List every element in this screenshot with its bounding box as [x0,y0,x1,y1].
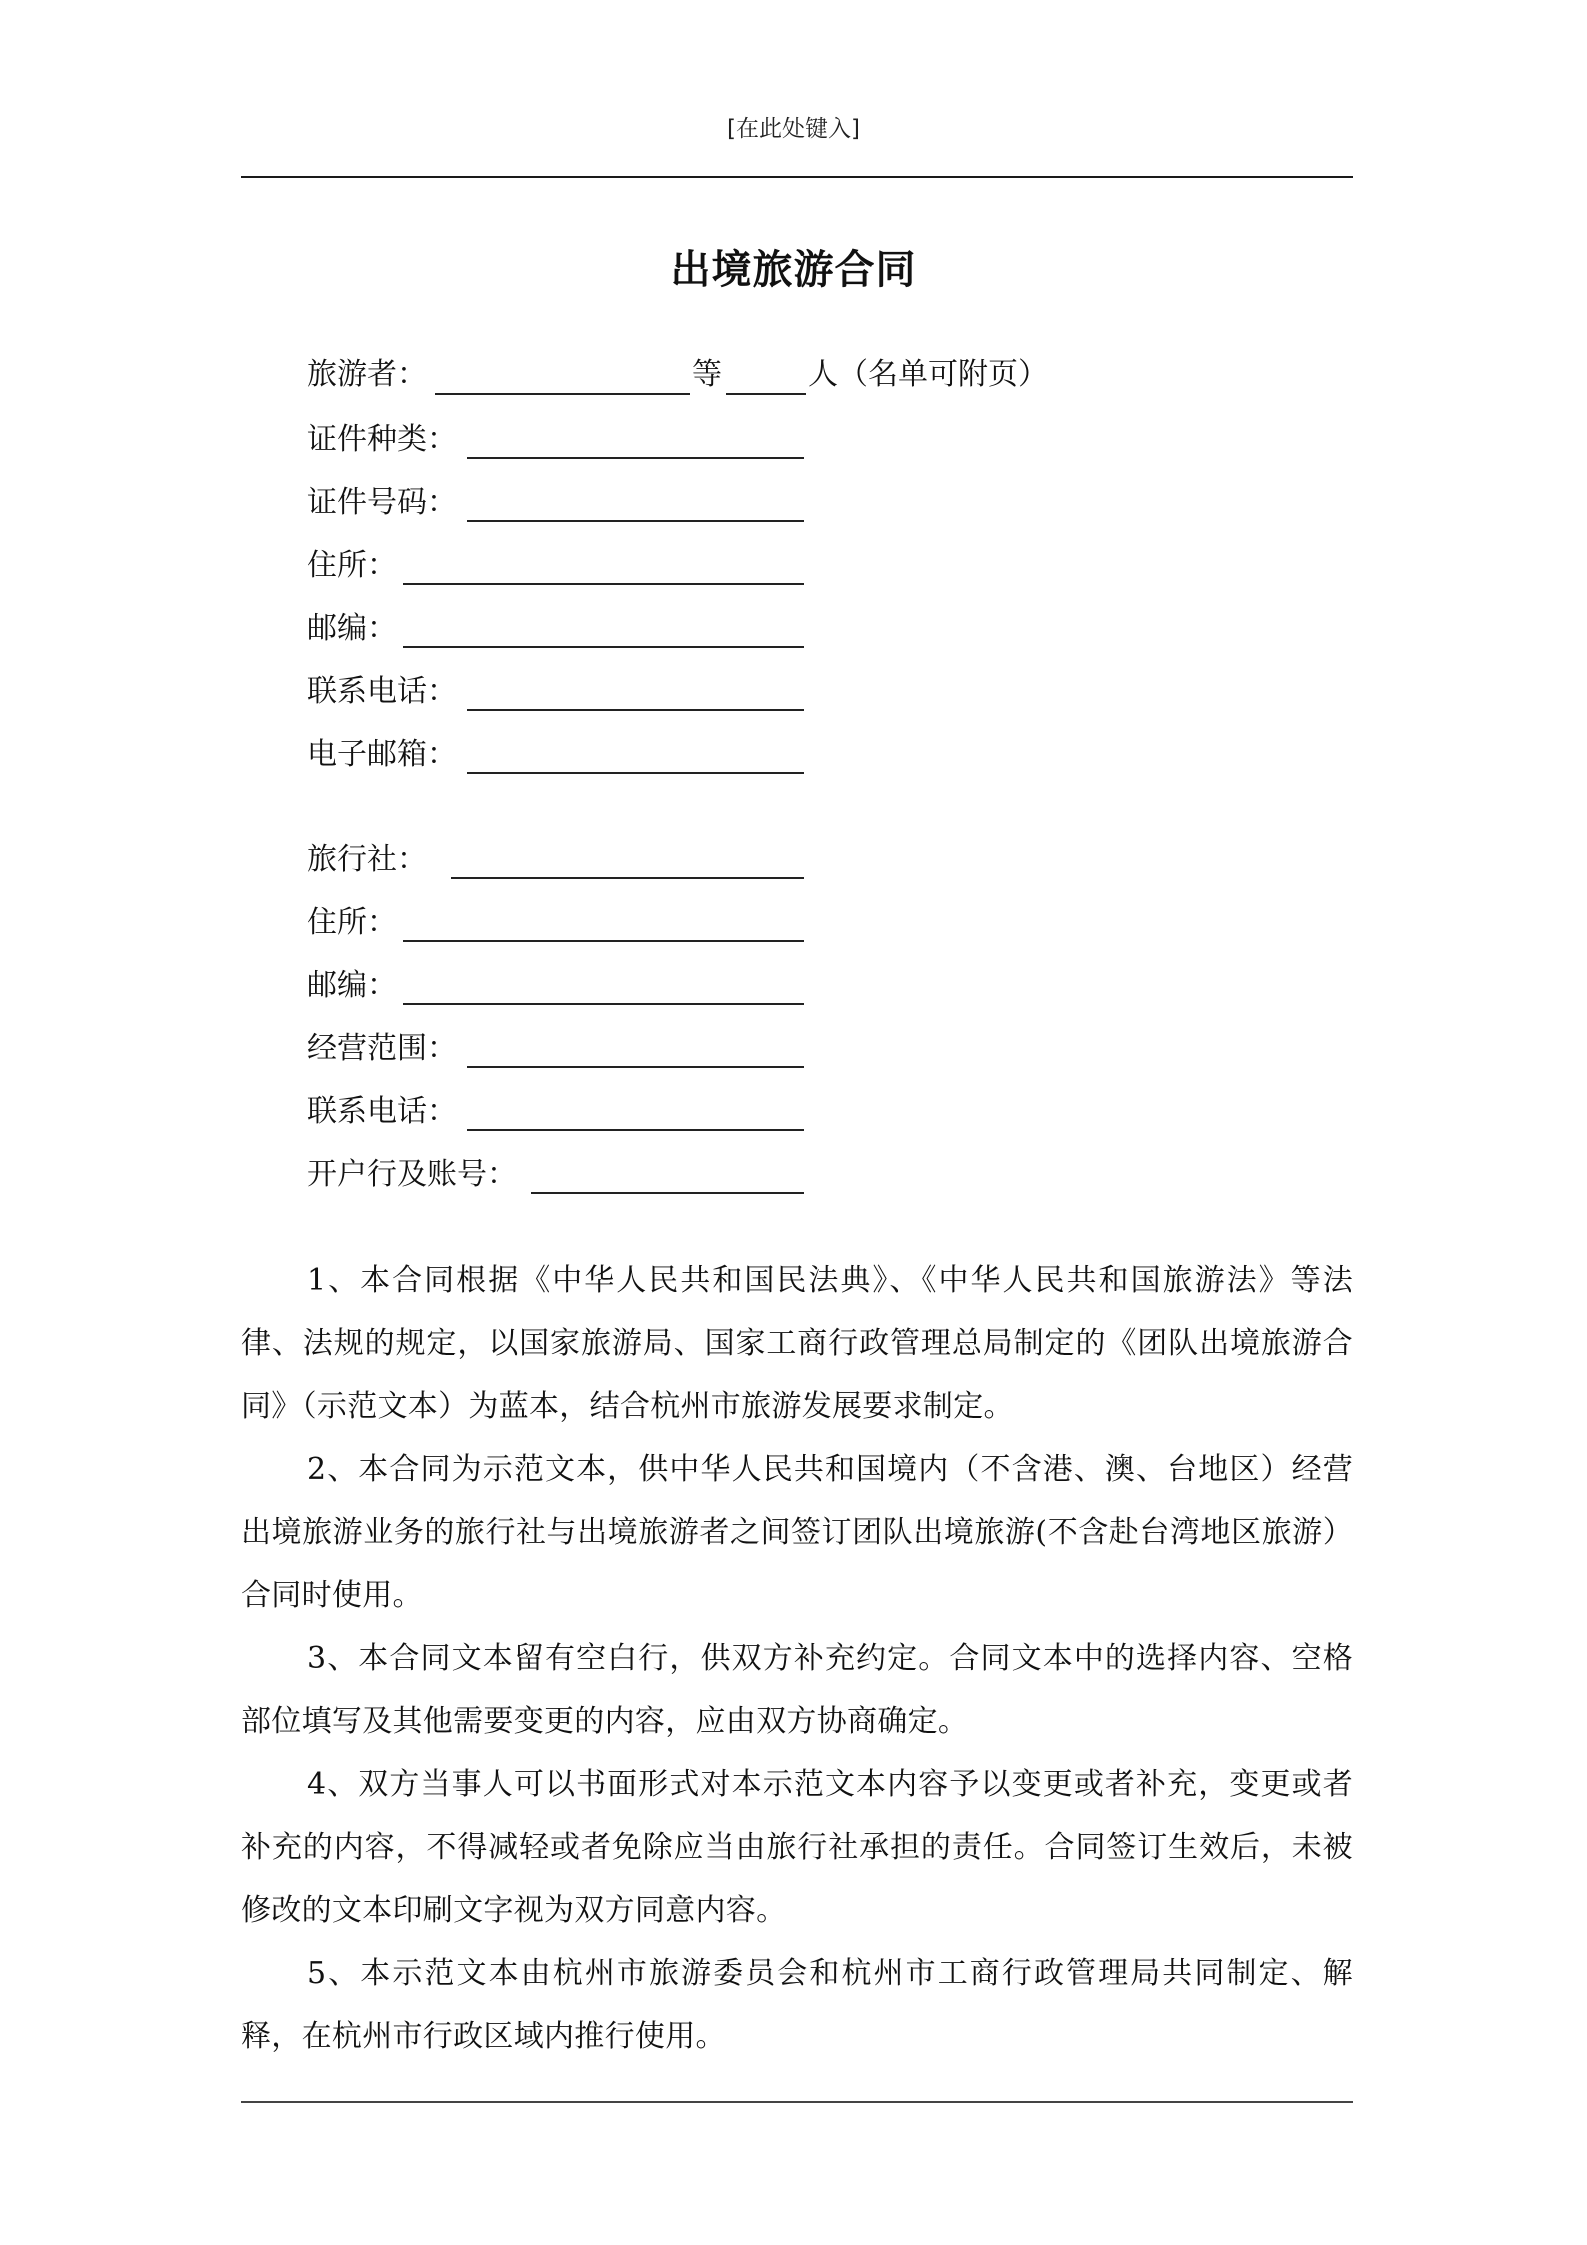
agency-phone-label: 联系电话： [307,1094,457,1129]
agency-address-blank[interactable] [403,940,804,942]
tourist-name-row [307,355,427,395]
agency-business-scope-blank[interactable] [467,1066,804,1068]
tourist-count-blank[interactable] [726,393,806,395]
paragraph-2: 2、本合同为示范文本，供中华人民共和国境内（不含港、澳、台地区）经营出境旅游业务的旅行社与出境旅游者之间签订团队出境旅游(不含赴台湾地区旅游）合同时使用。 [241,1452,1353,1613]
tourist-phone-blank[interactable] [467,709,804,711]
tourist-name-label: 旅游者： [307,357,427,392]
tourist-id-number-label: 证件号码： [307,485,457,520]
tourist-id-type-label: 证件种类： [307,422,457,457]
header-rule [241,176,1353,178]
page-header-placeholder[interactable]: [在此处键入] [727,116,860,142]
tourist-phone-label: 联系电话： [307,674,457,709]
paragraph-3: 3、本合同文本留有空白行，供双方补充约定。合同文本中的选择内容、空格部位填写及其他需要变更的内容，应由双方协商确定。 [241,1641,1353,1739]
paragraph-1: 1、本合同根据《中华人民共和国民法典》、《中华人民共和国旅游法》等法律、法规的规定，以国家旅游局、国家工商行政管理总局制定的《团队出境旅游合同》（示范文本）为蓝本，结合杭州市旅游发展要求制定。 [241,1263,1353,1424]
agency-phone-blank[interactable] [467,1129,804,1131]
tourist-id-number-blank[interactable] [467,520,804,522]
paragraph-5: 5、本示范文本由杭州市旅游委员会和杭州市工商行政管理局共同制定、解释，在杭州市行政区域内推行使用。 [241,1956,1353,2054]
agency-bank-account-label: 开户行及账号： [307,1157,517,1192]
paragraph-4: 4、双方当事人可以书面形式对本示范文本内容予以变更或者补充，变更或者补充的内容，不得减轻或者免除应当由旅行社承担的责任。合同签订生效后，未被修改的文本印刷文字视为双方同意内容。 [241,1767,1353,1928]
tourist-postcode-label: 邮编： [307,611,397,646]
tourist-people-label: 人（名单可附页） [808,357,1048,392]
agency-address-label: 住所： [307,905,397,940]
tourist-id-type-blank[interactable] [467,457,804,459]
footer-rule [241,2101,1353,2103]
document-title: 出境旅游合同 [670,246,917,293]
agency-postcode-blank[interactable] [403,1003,804,1005]
tourist-name-blank[interactable] [435,393,690,395]
tourist-email-blank[interactable] [467,772,804,774]
agency-bank-account-blank[interactable] [531,1192,804,1194]
agency-name-label: 旅行社： [307,842,427,877]
tourist-address-blank[interactable] [403,583,804,585]
tourist-count-label: 等 [692,357,722,392]
agency-postcode-label: 邮编： [307,968,397,1003]
tourist-address-label: 住所： [307,548,397,583]
agency-name-blank[interactable] [451,877,804,879]
agency-business-scope-label: 经营范围： [307,1031,457,1066]
tourist-postcode-blank[interactable] [403,646,804,648]
tourist-email-label: 电子邮箱： [307,737,457,772]
